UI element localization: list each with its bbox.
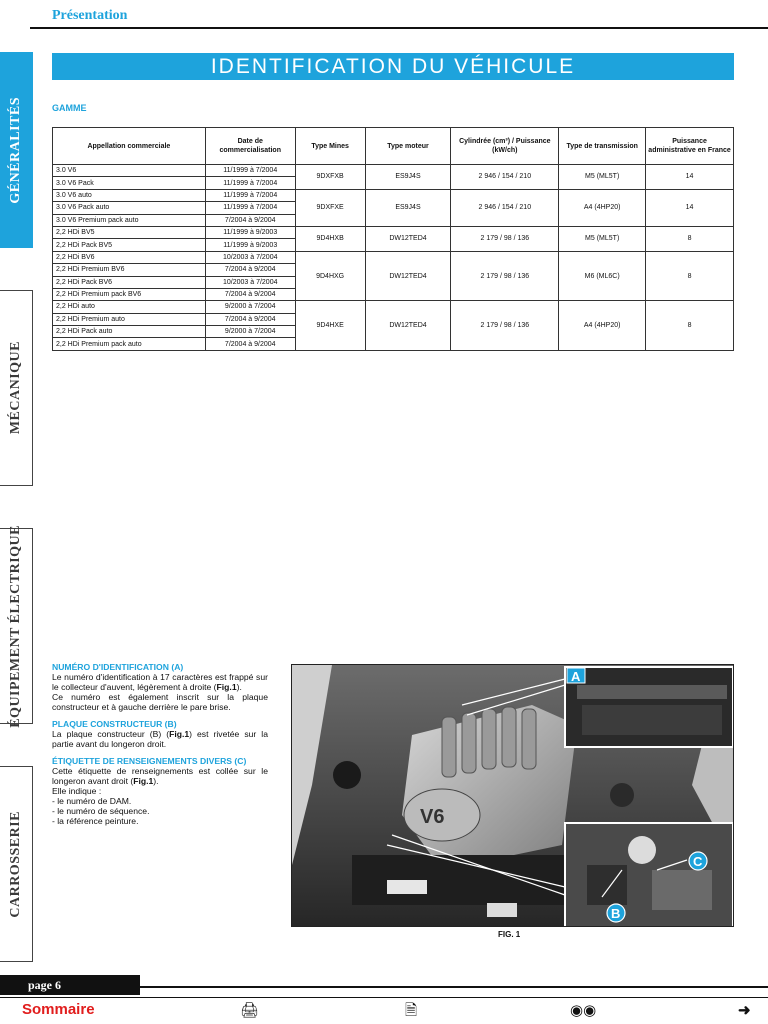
table-cell: 7/2004 à 9/2004 [205,313,295,325]
table-cell: 2,2 HDi Premium pack auto [53,338,206,350]
section-paragraph: Ce numéro est également inscrit sur la plaque constructeur et à gauche derrière le pare brise. [52,692,268,712]
table-cell: 2,2 HDi Premium BV6 [53,264,206,276]
list-item: - la référence peinture. [52,816,139,826]
table-body [53,165,734,351]
section-paragraph: Elle indique : [52,786,102,796]
table-cell: 2,2 HDi Pack auto [53,326,206,338]
table-cell: 9/2000 à 7/2004 [205,301,295,313]
col-header: Date de commercialisation [205,128,295,165]
table-cell: 9D4HXB [295,226,365,251]
callout-label: B [611,906,621,921]
side-tab-generalites[interactable] [0,52,33,248]
table-cell: A4 (4HP20) [559,301,646,351]
text-run: ). [236,682,242,692]
table-row [53,165,734,177]
info-list [52,796,268,826]
table-cell: 2,2 HDi BV5 [53,226,206,238]
table-cell: 3.0 V6 Premium pack auto [53,214,206,226]
table-cell: 3.0 V6 Pack auto [53,202,206,214]
table-cell: 7/2004 à 9/2004 [205,214,295,226]
engine-bay-illustration [292,665,734,927]
table-cell: 2 946 / 154 / 210 [451,189,559,226]
table-cell: M6 (ML6C) [559,251,646,301]
table-cell: 11/1999 à 7/2004 [205,202,295,214]
page-title-banner: IDENTIFICATION DU VÉHICULE [52,53,734,80]
table-cell: ES9J4S [365,165,451,190]
table-cell: 7/2004 à 9/2004 [205,264,295,276]
table-cell: 8 [646,226,734,251]
figure-caption: FIG. 1 [498,930,521,939]
gamme-heading: GAMME [52,103,87,113]
table-cell: ES9J4S [365,189,451,226]
table-cell: 11/1999 à 9/2003 [205,226,295,238]
table-cell: 11/1999 à 9/2003 [205,239,295,251]
table-header-row [53,128,734,165]
table-cell: 2 179 / 98 / 136 [451,226,559,251]
table-cell: 7/2004 à 9/2004 [205,288,295,300]
document-search-icon[interactable]: 🗎 [405,1002,418,1019]
section-title: Présentation [52,8,128,23]
col-header: Type Mines [295,128,365,165]
table-cell: 14 [646,189,734,226]
side-tab-label: CARROSSERIE [8,810,23,918]
section-heading: ÉTIQUETTE DE RENSEIGNEMENTS DIVERS (C) [52,756,247,766]
section-heading: PLAQUE CONSTRUCTEUR (B) [52,719,177,729]
footer-rule [140,986,768,988]
table-cell: 9D4HXE [295,301,365,351]
footer-rule-lower [0,997,768,998]
callout-a [567,668,585,684]
table-cell: M5 (ML5T) [559,226,646,251]
table-cell: 10/2003 à 7/2004 [205,251,295,263]
col-header: Puissance administrative en France [646,128,734,165]
table-cell: 2,2 HDi Pack BV5 [53,239,206,251]
sommaire-link[interactable]: Sommaire [22,1001,95,1018]
table-row [53,189,734,201]
fig-ref: Fig.1 [169,729,190,739]
engine-badge: V6 [420,806,445,828]
identification-text [52,662,268,826]
table-cell: DW12TED4 [365,226,451,251]
arrow-right-icon[interactable]: ➜ [738,1002,751,1019]
table-cell: 3.0 V6 auto [53,189,206,201]
side-tab-label: MÉCANIQUE [8,341,23,435]
table-cell: 2,2 HDi Premium pack BV6 [53,288,206,300]
side-tab-equipement-electrique[interactable] [0,524,33,728]
callout-b [607,904,625,922]
callout-label: A [571,669,581,684]
section-paragraph [52,672,268,692]
callout-c [689,852,707,870]
table-cell: 11/1999 à 7/2004 [205,177,295,189]
table-cell: 2,2 HDi BV6 [53,251,206,263]
table-cell: 7/2004 à 9/2004 [205,338,295,350]
section-heading: NUMÉRO D'IDENTIFICATION (A) [52,662,184,672]
text-run: ) est rivetée sur la partie avant du longeron droit. [52,729,268,749]
printer-icon[interactable]: 🖨 [240,1002,260,1019]
list-item: - le numéro de séquence. [52,806,150,816]
table-cell: M5 (ML5T) [559,165,646,190]
table-cell: 11/1999 à 7/2004 [205,189,295,201]
text-run: La plaque constructeur (B) ( [52,729,170,739]
fig-ref: Fig.1 [216,682,237,692]
table-cell: 14 [646,165,734,190]
side-tab-mecanique[interactable] [0,290,33,486]
col-header: Cylindrée (cm³) / Puissance (kW/ch) [451,128,559,165]
table-cell: 2,2 HDi Premium auto [53,313,206,325]
table-cell: 10/2003 à 7/2004 [205,276,295,288]
table-cell: DW12TED4 [365,301,451,351]
section-paragraph [52,729,268,749]
page-number: page 6 [0,975,140,995]
table-cell: 3.0 V6 Pack [53,177,206,189]
table-cell: 9DXFXB [295,165,365,190]
side-tab-label: GÉNÉRALITÉS [8,96,23,204]
table-cell: 9/2000 à 7/2004 [205,326,295,338]
table-cell: DW12TED4 [365,251,451,301]
table-cell: 8 [646,251,734,301]
col-header: Appellation commerciale [53,128,206,165]
table-cell: 9DXFXE [295,189,365,226]
fig-ref: Fig.1 [133,776,154,786]
table-cell: 8 [646,301,734,351]
table-cell: 2 179 / 98 / 136 [451,301,559,351]
section-paragraph [52,766,268,786]
table-cell: 11/1999 à 7/2004 [205,165,295,177]
col-header: Type moteur [365,128,451,165]
table-cell: 9D4HXG [295,251,365,301]
text-run: Le numéro d'identification à 17 caractères est frappé sur le collecteur d'auvent, légèrement à droite ( [52,672,268,692]
vehicle-range-table [52,127,734,351]
table-cell: 2,2 HDi Pack BV6 [53,276,206,288]
table-row [53,251,734,263]
table-cell: 2,2 HDi auto [53,301,206,313]
table-row [53,301,734,313]
table-row [53,226,734,238]
table-cell: 2 946 / 154 / 210 [451,165,559,190]
text-run: ). [153,776,159,786]
table-cell: 2 179 / 98 / 136 [451,251,559,301]
col-header: Type de transmission [559,128,646,165]
text-run: Cette étiquette de renseignements est collée sur le longeron avant droit ( [52,766,268,786]
binoculars-icon[interactable]: ◉◉ [570,1002,597,1019]
header-rule [30,27,768,29]
callout-label: C [693,854,703,869]
side-tab-carrosserie[interactable] [0,766,33,962]
list-item: - le numéro de DAM. [52,796,132,806]
table-cell: A4 (4HP20) [559,189,646,226]
side-tab-label: ÉQUIPEMENT ÉLECTRIQUE [8,524,23,728]
table-cell: 3.0 V6 [53,165,206,177]
engine-bay-photo [291,664,734,927]
